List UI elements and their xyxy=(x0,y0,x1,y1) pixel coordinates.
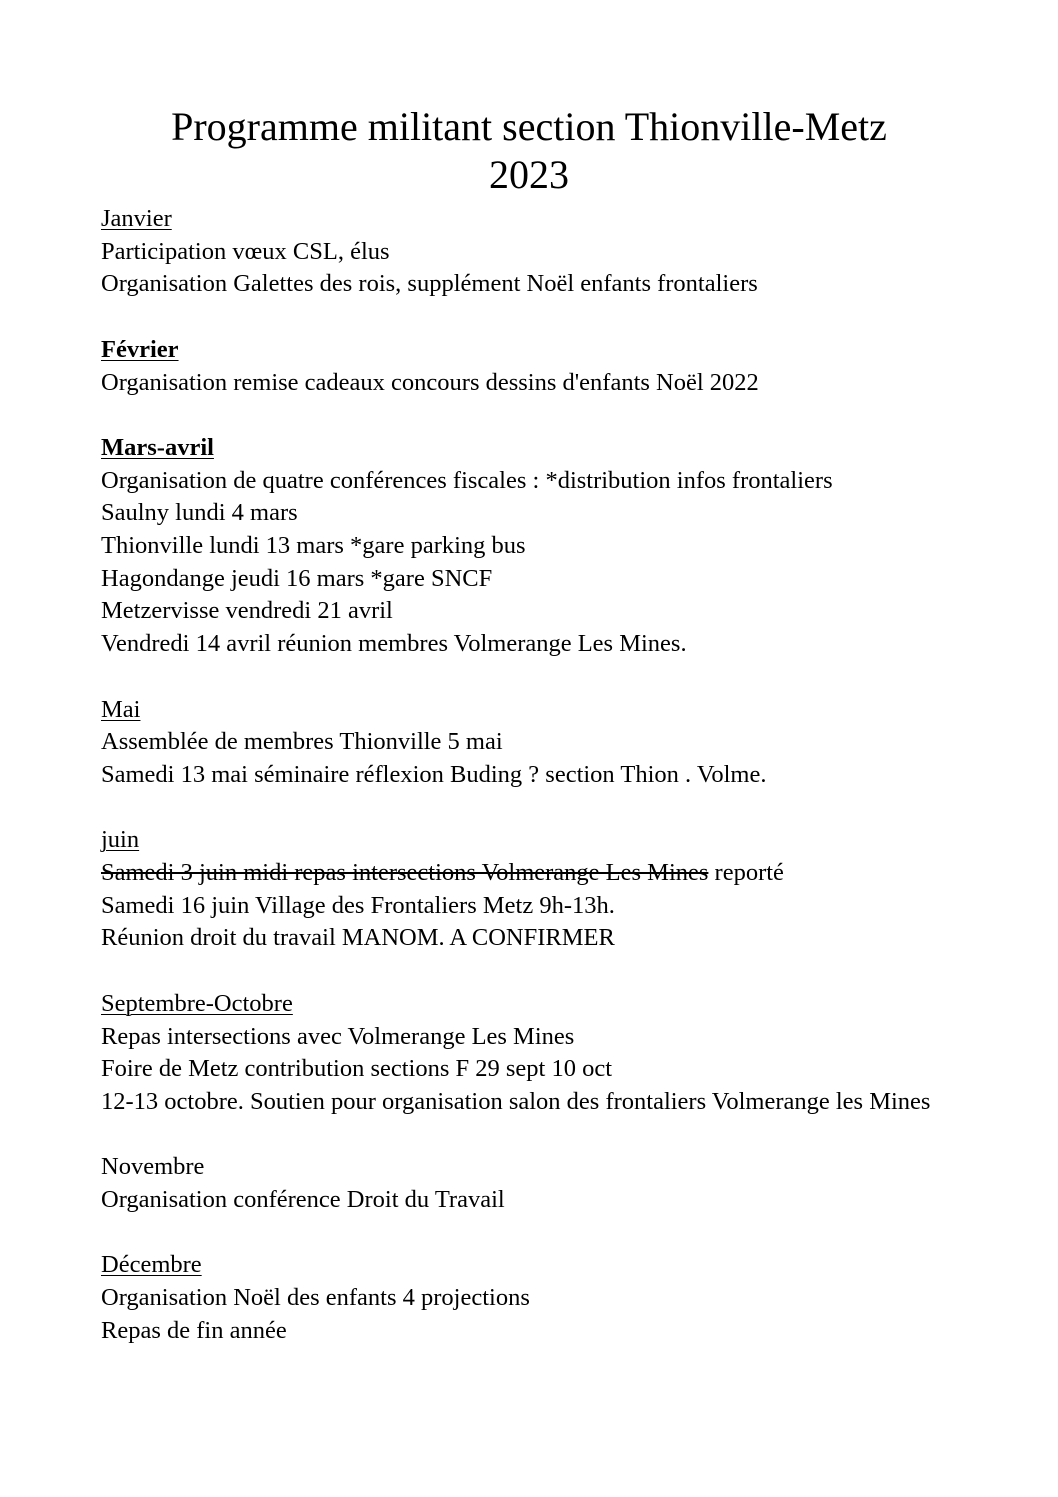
list-item: Foire de Metz contribution sections F 29 sept 10 oct xyxy=(101,1055,613,1083)
list-item-cancelled xyxy=(101,857,981,890)
list-item: Participation vœux CSL, élus xyxy=(101,237,390,265)
section-heading-septembre-octobre: Septembre-Octobre xyxy=(101,989,293,1017)
list-item: Organisation Noël des enfants 4 projections xyxy=(101,1284,530,1312)
section-heading-decembre: Décembre xyxy=(101,1251,202,1279)
section-heading-juin: juin xyxy=(101,826,140,854)
section-heading-janvier: Janvier xyxy=(101,205,172,232)
list-item: 12-13 octobre. Soutien pour organisation salon des frontaliers Volmerange les Mines xyxy=(101,1087,931,1115)
list-item: Assemblée de membres Thionville 5 mai xyxy=(101,728,503,756)
section-novembre xyxy=(101,1151,981,1216)
list-item: Réunion droit du travail MANOM. A CONFIRMER xyxy=(101,924,615,952)
list-item: Organisation conférence Droit du Travail xyxy=(101,1186,505,1213)
list-item: Samedi 16 juin Village des Frontaliers Metz 9h-13h. xyxy=(101,891,615,919)
section-mai xyxy=(101,694,981,792)
list-item: Samedi 13 mai séminaire réflexion Buding ? section Thion . Volme. xyxy=(101,760,767,788)
status-text: reporté xyxy=(708,859,784,886)
list-item: Organisation Galettes des rois, supplément Noël enfants frontaliers xyxy=(101,270,758,298)
list-item: Metzervisse vendredi 21 avril xyxy=(101,597,393,625)
list-item: Organisation de quatre conférences fiscales : *distribution infos frontaliers xyxy=(101,466,833,494)
section-heading-novembre: Novembre xyxy=(101,1153,205,1181)
list-item: Hagondange jeudi 16 mars *gare SNCF xyxy=(101,564,493,592)
section-septembre-octobre xyxy=(101,988,981,1119)
section-heading-mars-avril: Mars-avril xyxy=(101,433,214,461)
title-line-1: Programme militant section Thionville-Metz xyxy=(171,104,887,149)
page-title xyxy=(0,103,1058,199)
list-item: Vendredi 14 avril réunion membres Volmerange Les Mines. xyxy=(101,630,687,658)
section-janvier xyxy=(101,203,981,301)
section-heading-mai: Mai xyxy=(101,695,141,723)
list-item: Thionville lundi 13 mars *gare parking bus xyxy=(101,532,526,559)
struck-text: Samedi 3 juin midi repas intersections Volmerange Les Mines xyxy=(101,859,709,886)
list-item: Saulny lundi 4 mars xyxy=(101,499,298,527)
section-fevrier xyxy=(101,334,981,399)
document-body xyxy=(101,203,981,1348)
list-item: Repas intersections avec Volmerange Les Mines xyxy=(101,1022,575,1050)
section-heading-fevrier: Février xyxy=(101,335,179,363)
list-item: Organisation remise cadeaux concours dessins d'enfants Noël 2022 xyxy=(101,368,759,396)
section-juin xyxy=(101,824,981,955)
section-mars-avril xyxy=(101,432,981,661)
title-line-2: 2023 xyxy=(489,152,569,197)
list-item: Repas de fin année xyxy=(101,1316,287,1344)
section-decembre xyxy=(101,1249,981,1347)
